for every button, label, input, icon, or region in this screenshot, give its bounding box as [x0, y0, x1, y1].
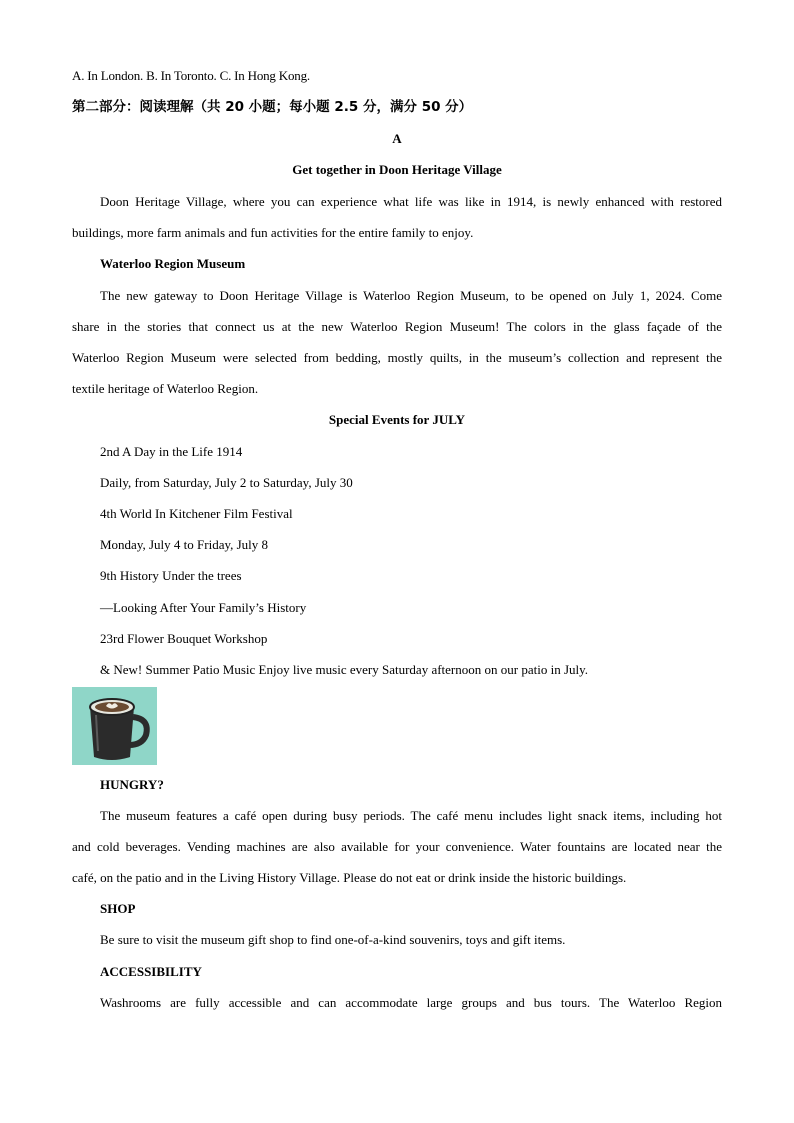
event-line: Monday, July 4 to Friday, July 8: [100, 537, 269, 552]
hungry-heading: HUNGRY?: [100, 777, 164, 792]
intro-line-2: buildings, more farm animals and fun activities for the entire family to enjoy.: [72, 225, 474, 240]
shop-line: Be sure to visit the museum gift shop to find one-of-a-kind souvenirs, toys and gift items.: [100, 932, 566, 947]
passage-label: A: [392, 131, 402, 146]
event-line: 4th World In Kitchener Film Festival: [100, 506, 293, 521]
accessibility-line: Washrooms are fully accessible and can accommodate large groups and bus tours. The Waterloo Region: [100, 995, 722, 1010]
event-line: Daily, from Saturday, July 2 to Saturday, July 30: [100, 475, 353, 490]
event-line: —Looking After Your Family’s History: [100, 600, 307, 615]
museum-heading: Waterloo Region Museum: [100, 256, 246, 271]
accessibility-heading: ACCESSIBILITY: [100, 964, 202, 979]
hungry-line-3: café, on the patio and in the Living History Village. Please do not eat or drink inside the historic buildings.: [72, 870, 627, 885]
events-heading: Special Events for JULY: [328, 412, 466, 427]
event-line: 2nd A Day in the Life 1914: [100, 444, 243, 459]
coffee-mug-icon: [72, 687, 157, 765]
intro-line-1: Doon Heritage Village, where you can experience what life was like in 1914, is newly enhanced with restored: [100, 194, 722, 209]
museum-line-3: Waterloo Region Museum were selected from bedding, mostly quilts, in the museum’s collection and represent the: [72, 350, 722, 365]
previous-question-options: A. In London. B. In Toronto. C. In Hong Kong.: [72, 68, 310, 83]
section-heading: 第二部分：阅读理解（共 20 小题；每小题 2.5 分，满分 50 分）: [72, 99, 473, 115]
event-line: & New! Summer Patio Music Enjoy live music every Saturday afternoon on our patio in July.: [100, 662, 589, 677]
museum-line-2: share in the stories that connect us at the new Waterloo Region Museum! The colors in the glass façade of the: [72, 319, 722, 334]
hungry-line-2: and cold beverages. Vending machines are also available for your convenience. Water fountains are located near the: [72, 839, 722, 854]
passage-title: Get together in Doon Heritage Village: [292, 162, 502, 177]
event-line: 9th History Under the trees: [100, 568, 242, 583]
museum-line-1: The new gateway to Doon Heritage Village is Waterloo Region Museum, to be opened on July 1, 2024. Come: [100, 288, 722, 303]
shop-heading: SHOP: [100, 901, 136, 916]
event-line: 23rd Flower Bouquet Workshop: [100, 631, 268, 646]
hungry-line-1: The museum features a café open during busy periods. The café menu includes light snack items, including hot: [100, 808, 722, 823]
museum-line-4: textile heritage of Waterloo Region.: [72, 381, 259, 396]
